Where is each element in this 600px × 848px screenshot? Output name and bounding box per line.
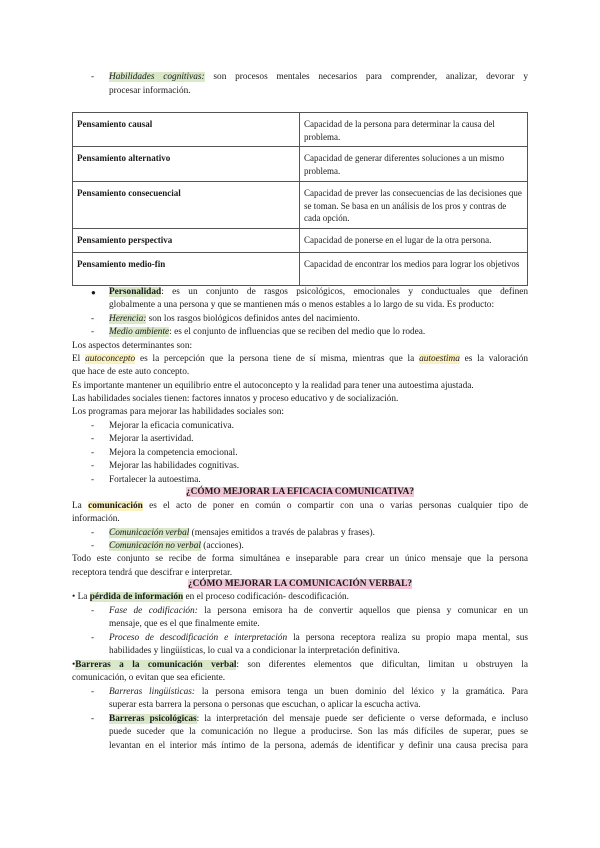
table-row: [73, 113, 528, 147]
section-heading-1-text: ¿CÓMO MEJORAR LA EFICACIA COMUNICATIVA?: [186, 487, 414, 497]
list-dash: -: [91, 327, 95, 337]
herencia-line: [109, 313, 360, 327]
noverbal-term: Comunicación no verbal: [109, 541, 201, 551]
list-dash: -: [91, 448, 95, 458]
table-row: [73, 147, 528, 182]
list-dash: -: [91, 528, 95, 538]
aspectos-text-b: es la percepción que la persona tiene de sí misma, mientras que la: [135, 354, 420, 364]
perdida-term: pérdida de información: [89, 592, 184, 602]
list-dash: -: [91, 434, 95, 444]
table-value: Capacidad de ponerse en el lugar de la otra persona.: [300, 228, 528, 252]
sec1-line-1: [72, 500, 528, 514]
verbal-line: [109, 527, 375, 541]
psi-line-1: [109, 713, 528, 727]
list-dash: -: [91, 475, 95, 485]
list-dash: -: [91, 461, 95, 471]
table-value: Capacidad de encontrar los medios para lograr los objetivos: [300, 252, 528, 285]
sec1-line-2: información.: [72, 514, 120, 524]
section-heading-2: [0, 578, 600, 591]
proc-term: Proceso de descodificación e interpretación: [109, 633, 288, 643]
verbal-text: (mensajes emitidos a través de palabras y frases).: [189, 528, 375, 538]
proc-line-2: habilidades y lingüísticas, lo cual va a condicionar la interpretación definitiva.: [109, 646, 400, 656]
sec2-text-a: • La: [72, 592, 90, 602]
sec1-text-b: es el acto de poner en común o compartir con una o varias personas cualquier tipo de: [142, 501, 528, 511]
list-item: Fortalecer la autoestima.: [109, 475, 201, 485]
table-row: [73, 182, 528, 229]
aspectos-line-5: Los programas para mejorar las habilidades sociales son:: [72, 407, 284, 417]
personalidad-line-2: globalmente a una persona y que se mantienen más o menos estables a lo largo de su vida. Es producto:: [109, 300, 495, 310]
table-key: Pensamiento consecuencial: [73, 182, 300, 229]
sec2-text-b: en el proceso codificación- descodificación.: [183, 592, 349, 602]
personalidad-term: Personalidad: [109, 287, 162, 297]
section-heading-2-text: ¿CÓMO MEJORAR LA COMUNICACIÓN VERBAL?: [188, 579, 412, 589]
aspectos-line-1: [72, 353, 528, 367]
bullet-dot: ●: [91, 288, 96, 297]
list-dash: -: [91, 541, 95, 551]
aspectos-line-4: Las habilidades sociales tienen: factores innatos y proceso educativo y de socialización.: [72, 394, 399, 404]
noverbal-line: [109, 540, 244, 554]
herencia-text: son los rasgos biológicos definidos antes del nacimiento.: [146, 314, 360, 324]
autoestima-term: autoestima: [419, 354, 460, 364]
table-value: Capacidad de generar diferentes soluciones a un mismo problema.: [300, 147, 528, 182]
list-dash: -: [91, 314, 95, 324]
list-dash: -: [91, 606, 95, 616]
psi-term: Barreras psicológicas: [109, 714, 197, 724]
barreras-line-1: [72, 659, 528, 673]
barreras-term: Barreras a la comunicación verbal: [75, 660, 237, 670]
intro-text-1: son procesos mentales necesarios para comprender, analizar, devorar y: [213, 72, 528, 82]
ling-term: Barreras lingüísticas:: [109, 687, 196, 697]
ling-text-1: la persona emisora tenga un buen dominio del léxico y la gramática. Para: [195, 687, 528, 697]
table-key: Pensamiento causal: [73, 113, 300, 147]
personalidad-text-1: : es un conjunto de rasgos psicológicos, emocionales y conductuales que definen: [161, 287, 528, 297]
fase-text-1: la persona emisora ha de convertir aquellos que piensa y comunicar en un: [197, 606, 529, 616]
medio-line: [109, 326, 425, 340]
autoconcepto-term: autoconcepto: [85, 354, 136, 364]
list-item: Mejorar las habilidades cognitivas.: [109, 461, 240, 471]
barreras-bullet: •: [72, 660, 76, 670]
noverbal-text: (acciones).: [200, 541, 244, 551]
sec1-text-a: La: [72, 501, 89, 511]
barreras-text-1: : son diferentes elementos que dificultan, limitan u obstruyen la: [236, 660, 528, 670]
intro-line-1: [109, 71, 528, 85]
sec1-line-4: receptora tendrá que descifrar e interpretar.: [72, 568, 233, 578]
list-item: Mejorar la eficacia comunicativa.: [109, 421, 234, 431]
list-dash: -: [91, 72, 95, 82]
psi-line-2: puede suceder que la comunicación no llegue a producirse. Son las más difíciles de superar, pues se: [109, 727, 528, 737]
section-heading-1: [0, 486, 600, 499]
personalidad-line-1: [109, 286, 528, 300]
comunicacion-term: comunicación: [88, 501, 143, 511]
list-item: Mejorar la asertividad.: [109, 434, 194, 444]
table-key: Pensamiento alternativo: [73, 147, 300, 182]
aspectos-title: Los aspectos determinantes son:: [72, 341, 193, 351]
fase-line-2: mensaje, que es el que finalmente emite.: [109, 619, 260, 629]
table-key: Pensamiento medio-fin: [73, 252, 300, 285]
aspectos-text-c: es la valoración: [459, 354, 528, 364]
sec1-line-3: Todo este conjunto se recibe de forma simultánea e inseparable para crear un único mensaje que la persona: [72, 554, 528, 564]
intro-line-2: procesar información.: [109, 86, 191, 96]
psi-text-1: : la interpretación del mensaje puede ser deficiente o verse deformada, e incluso: [196, 714, 528, 724]
sec2-line-1: [72, 591, 349, 605]
aspectos-text-a: El: [72, 354, 86, 364]
proc-text-1: la persona receptora realiza su propio mapa mental, sus: [287, 633, 528, 643]
list-dash: -: [91, 633, 95, 643]
proc-line-1: [109, 632, 528, 646]
fase-term: Fase de codificación:: [109, 606, 198, 616]
table-row: [73, 228, 528, 252]
table-value: Capacidad de la persona para determinar la causa del problema.: [300, 113, 528, 147]
verbal-term: Comunicación verbal: [109, 528, 190, 538]
table-key: Pensamiento perspectiva: [73, 228, 300, 252]
medio-text: : es el conjunto de influencias que se reciben del medio que lo rodea.: [169, 327, 426, 337]
fase-line-1: [109, 605, 528, 619]
psi-line-3: levantan en el interior más íntimo de la persona, además de identificar y definir una causa precisa para: [109, 741, 528, 751]
ling-line-2: superar esta barrera la persona o personas que escuchan, o aplicar la escucha activa.: [109, 700, 421, 710]
aspectos-line-3: Es importante mantener un equilibrio entre el autoconcepto y la realidad para tener una autoestima ajustada.: [72, 381, 474, 391]
list-dash: -: [91, 687, 95, 697]
list-dash: -: [91, 421, 95, 431]
intro-term: Habilidades cognitivas:: [109, 72, 205, 82]
list-dash: -: [91, 714, 95, 724]
barreras-line-2: comunicación, o evitan que sea eficiente.: [72, 673, 226, 683]
list-item: Mejora la competencia emocional.: [109, 448, 238, 458]
ling-line-1: [109, 686, 528, 700]
medio-term: Medio ambiente: [109, 327, 170, 337]
thinking-types-table: [72, 112, 528, 286]
herencia-term: Herencia:: [109, 314, 147, 324]
table-value: Capacidad de prever las consecuencias de las decisiones que se toman. Se basa en un análisis de los pros y contras de cada opción.: [300, 182, 528, 229]
aspectos-line-2: que hace de este auto concepto.: [72, 367, 190, 377]
table-row: [73, 252, 528, 285]
